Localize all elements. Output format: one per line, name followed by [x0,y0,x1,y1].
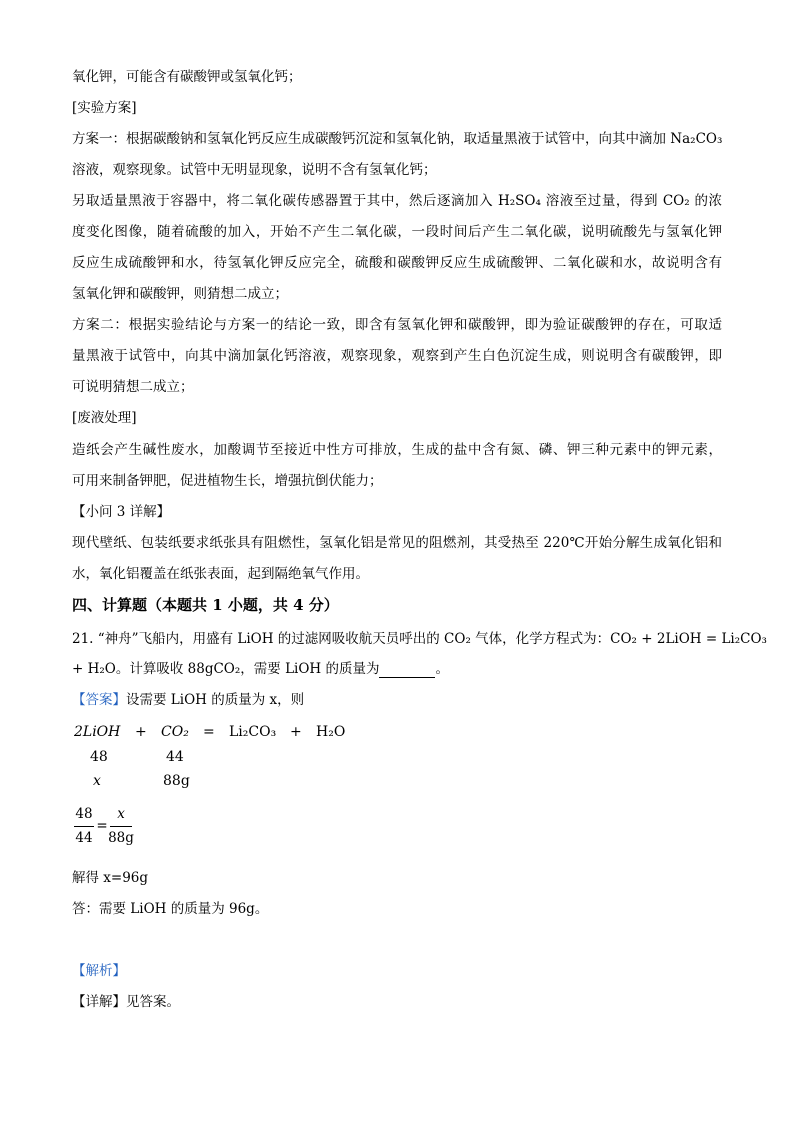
text-line: 可说明猜想二成立； [72,379,194,395]
eq-reactant1: 2LiOH [74,724,121,740]
eq-product2: H₂O [316,724,346,740]
eq-equals: = [203,724,215,740]
answer-conclusion: 答：需要 LiOH 的质量为 96g。 [72,901,269,917]
answer-intro [72,691,304,709]
fraction-right-bar [110,826,132,827]
value-co2: 88g [163,773,190,789]
section-label-waste: [废液处理] [72,410,137,426]
fraction-right-denominator: 88g [108,830,134,846]
text-line: 溶液，观察现象。试管中无明显现象，说明不含有氢氧化钙； [72,162,437,178]
text-line: 现代壁纸、包装纸要求纸张具有阻燃性，氢氧化铝是常见的阻燃剂，其受热至 220℃开始分解生成氧化铝和 [72,535,722,551]
ratio-lioh: 48 [90,749,108,765]
text-line: 可用来制备钾肥，促进植物生长，增强抗倒伏能力； [72,473,383,489]
ratio-co2: 44 [166,749,184,765]
text-line: 度变化图像，随着硫酸的加入，开始不产生二氧化碳，一段时间后产生二氧化碳，说明硫酸先与氢氧化钾 [72,224,722,240]
text-line: 反应生成硫酸钾和水，待氢氧化钾反应完全，硫酸和碳酸钾反应生成硫酸钾、二氧化碳和水，故说明含有 [72,255,722,271]
text-line: 氢氧化钾和碳酸钾，则猜想二成立； [72,286,288,302]
text-line: 水，氧化铝覆盖在纸张表面，起到隔绝氧气作用。 [72,566,369,582]
section-title: 四、计算题（本题共 1 小题，共 4 分） [72,596,339,614]
question-line2: + H₂O。计算吸收 88gCO₂，需要 LiOH 的质量为 [72,661,380,677]
analysis-detail: 【详解】见答案。 [72,994,180,1010]
text-line: 造纸会产生碱性废水，加酸调节至接近中性方可排放，生成的盐中含有氮、磷、钾三种元素中的钾元素， [72,442,722,458]
answer-tag: 【答案】 [72,692,126,708]
sub-question-header: 【小问 3 详解】 [72,504,171,520]
eq-reactant2: CO₂ [161,724,189,740]
text-line: 另取适量黑液于容器中，将二氧化碳传感器置于其中，然后逐滴加入 H₂SO₄ 溶液至过量，得到 CO₂ 的浓 [72,193,722,209]
text-line: 量黑液于试管中，向其中滴加氯化钙溶液，观察现象，观察到产生白色沉淀生成，则说明含有碳酸钾，即 [72,348,722,364]
solve-line: 解得 x=96g [72,870,149,886]
answer-intro-text: 设需要 LiOH 的质量为 x，则 [126,692,305,708]
fraction-equals: = [96,818,108,834]
fraction-left-bar [74,826,94,827]
eq-plus2: + [290,724,302,740]
eq-product1: Li₂CO₃ [229,724,277,740]
question-text-continued [72,660,449,678]
section-label-plan: [实验方案] [72,100,137,116]
text-line: 方案一：根据碳酸钠和氢氧化钙反应生成碳酸钙沉淀和氢氧化钠，取适量黑液于试管中，向其中滴加 Na₂CO₃ [72,131,723,147]
value-lioh: x [93,773,101,789]
eq-plus1: + [135,724,147,740]
question-text: 21. “神舟”飞船内，用盛有 LiOH 的过滤网吸收航天员呼出的 CO₂ 气体，化学方程式为：CO₂ + 2LiOH = Li₂CO₃ [72,631,767,647]
answer-blank [379,663,435,678]
text-line: 氧化钾，可能含有碳酸钾或氢氧化钙； [72,69,302,85]
fraction-right-numerator: x [117,806,125,822]
text-line: 方案二：根据实验结论与方案一的结论一致，即含有氢氧化钾和碳酸钾，即为验证碳酸钾的存在，可取适 [72,317,722,333]
fraction-left-numerator: 48 [75,806,93,822]
analysis-tag: 【解析】 [72,963,126,979]
question-line2-end: 。 [435,661,449,677]
fraction-left-denominator: 44 [75,830,93,846]
